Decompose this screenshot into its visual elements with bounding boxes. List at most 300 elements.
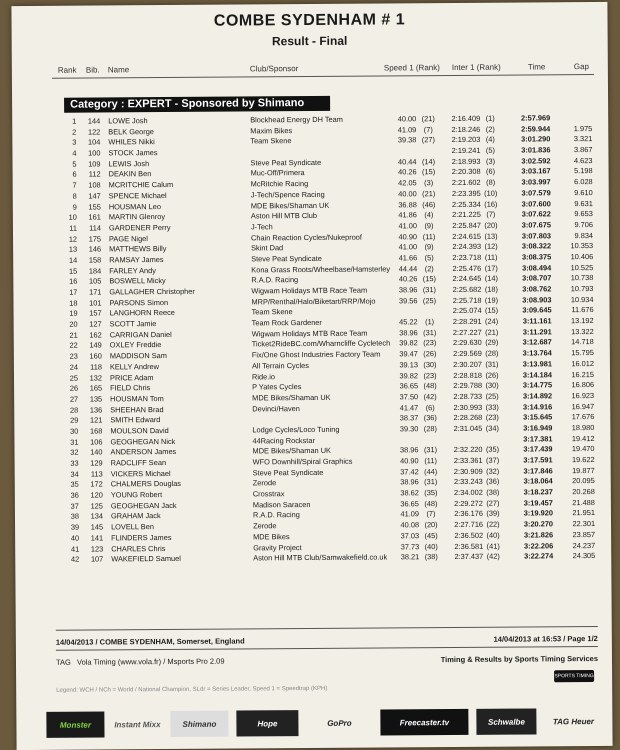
cell-club: Team Rock Gardener xyxy=(251,317,322,328)
cell-inter: 2:25.334 xyxy=(451,199,481,209)
cell-speed-rank: (2) xyxy=(424,263,434,273)
cell-name: STOCK James xyxy=(108,148,158,158)
cell-inter-rank: (35) xyxy=(485,445,500,455)
cell-rank: 38 xyxy=(70,512,80,522)
cell-rank: 26 xyxy=(69,383,79,393)
cell-rank: 34 xyxy=(70,469,79,479)
cell-gap: 19.412 xyxy=(571,433,595,443)
cell-speed-rank: (31) xyxy=(422,285,437,295)
cell-speed-rank: (6) xyxy=(425,402,435,412)
cell-time: 3:17.846 xyxy=(523,466,553,476)
cell-speed: 37.03 xyxy=(400,531,420,541)
col-header-rank: Rank xyxy=(57,65,77,75)
footer-legend: Legend: WCH / NCh = World / National Champion, SLdr = Series Leader, Speed 1 = Speedtrap (KPH) xyxy=(56,685,328,694)
cell-inter-rank: (20) xyxy=(484,220,498,230)
cell-inter-rank: (11) xyxy=(484,252,498,262)
cell-gap: 21.488 xyxy=(572,497,595,507)
cell-inter-rank: (15) xyxy=(484,306,499,316)
cell-bib: 134 xyxy=(90,511,104,521)
cell-club: Crosstrax xyxy=(252,489,285,499)
cell-inter-rank: (23) xyxy=(485,412,499,423)
cell-name: DEAKIN Ben xyxy=(108,169,152,179)
cell-time: 3:22.274 xyxy=(524,551,554,561)
cell-bib: 132 xyxy=(89,372,103,383)
cell-inter-rank: (24) xyxy=(485,316,499,326)
sponsor-logo-shimano: Shimano xyxy=(170,711,228,737)
cell-inter: 2:30.993 xyxy=(453,402,483,412)
cell-time: 2:57.969 xyxy=(520,113,551,123)
cell-club: Maxim Bikes xyxy=(250,125,293,136)
cell-rank: 19 xyxy=(69,309,78,319)
cell-club: P Yates Cycles xyxy=(252,382,302,392)
sponsor-logo-schwalbe: Schwalbe xyxy=(476,708,536,734)
cell-inter: 2:29.630 xyxy=(452,338,482,348)
cell-speed-rank: (9) xyxy=(424,221,434,231)
cell-speed: 41.09 xyxy=(397,124,417,135)
cell-name: MARTIN Glenroy xyxy=(108,212,166,222)
cell-inter: 2:20.308 xyxy=(451,167,481,177)
cell-club: McRitchie Racing xyxy=(250,179,309,189)
cell-inter-rank: (36) xyxy=(486,477,500,487)
cell-time: 3:14.775 xyxy=(522,380,553,390)
cell-gap: 13.322 xyxy=(571,326,594,336)
cell-club: Madison Saracen xyxy=(252,499,311,510)
cell-speed: 40.00 xyxy=(397,114,417,124)
cell-bib: 106 xyxy=(90,437,103,447)
cell-speed: 36.88 xyxy=(398,199,417,209)
cell-bib: 147 xyxy=(88,191,101,201)
cell-gap: 24.237 xyxy=(572,540,596,550)
cell-rank: 32 xyxy=(70,447,79,458)
cell-name: RADCLIFF Sean xyxy=(110,458,167,468)
cell-inter-rank: (30) xyxy=(485,380,499,390)
cell-rank: 41 xyxy=(70,544,80,554)
cell-inter: 2:25.682 xyxy=(452,284,482,295)
cell-bib: 145 xyxy=(90,522,104,532)
cell-name: GRAHAM Jack xyxy=(110,511,161,521)
cell-name: SPENCE Michael xyxy=(108,190,167,201)
cell-gap: 10.793 xyxy=(570,284,594,294)
cell-name: WHILES Nikki xyxy=(108,137,155,147)
cell-gap: 24.305 xyxy=(572,551,596,561)
cell-inter: 2:27.227 xyxy=(452,327,482,337)
col-header-club: Club/Sponsor xyxy=(249,64,299,74)
cell-rank: 10 xyxy=(68,212,77,222)
cell-rank: 1 xyxy=(72,116,77,126)
cell-inter: 2:33.243 xyxy=(453,477,483,487)
cell-gap: 9.653 xyxy=(574,209,593,219)
cell-name: LANGHORN Reece xyxy=(109,308,175,318)
cell-speed: 40.08 xyxy=(400,520,420,530)
cell-speed-rank: (5) xyxy=(424,253,434,263)
cell-bib: 155 xyxy=(88,201,101,212)
cell-inter: 2:21.225 xyxy=(452,210,481,220)
cell-inter: 2:28.733 xyxy=(453,391,483,401)
cell-rank: 18 xyxy=(69,298,78,308)
cell-club: Gravity Project xyxy=(253,542,302,552)
cell-bib: 112 xyxy=(88,169,101,179)
cell-time: 3:08.707 xyxy=(522,273,552,283)
cell-name: BOSWELL Micky xyxy=(109,276,166,286)
cell-rank: 12 xyxy=(68,234,78,244)
cell-speed: 41.86 xyxy=(398,210,417,220)
cell-speed-rank: (25) xyxy=(422,295,437,305)
cell-inter: 2:25.718 xyxy=(452,295,482,305)
cell-gap: 10.738 xyxy=(570,273,594,283)
cell-bib: 109 xyxy=(88,159,101,169)
cell-speed: 41.00 xyxy=(398,242,418,252)
cell-inter: 2:16.409 xyxy=(451,113,481,124)
cell-inter: 2:32.220 xyxy=(453,445,483,455)
cell-speed-rank: (38) xyxy=(424,552,438,562)
cell-speed: 40.00 xyxy=(398,189,417,199)
cell-inter-rank: (25) xyxy=(485,391,499,401)
cell-inter-rank: (19) xyxy=(484,295,499,305)
cell-name: BELK George xyxy=(108,126,154,137)
cell-inter-rank: (41) xyxy=(486,541,500,551)
cell-speed: 41.47 xyxy=(399,402,419,412)
cell-inter: 2:31.045 xyxy=(453,423,483,433)
cell-inter-rank: (27) xyxy=(486,498,500,508)
cell-rank: 42 xyxy=(71,554,80,564)
cell-name: KELLY Andrew xyxy=(109,361,159,372)
cell-club: Devinci/Haven xyxy=(252,403,300,413)
cell-rank: 6 xyxy=(72,170,77,180)
cell-time: 3:15.645 xyxy=(523,412,553,422)
cell-rank: 21 xyxy=(69,330,78,340)
cell-club: MRP/Renthal/Halo/Biketart/RRP/Mojo xyxy=(251,296,376,307)
cell-gap: 19.877 xyxy=(572,465,595,475)
cell-gap: 1.975 xyxy=(573,123,593,133)
cell-gap: 3.867 xyxy=(573,145,593,155)
cell-speed-rank: (11) xyxy=(424,456,437,466)
cell-speed-rank: (20) xyxy=(424,520,438,530)
cell-time: 3:13.981 xyxy=(522,359,552,369)
cell-gap: 16.215 xyxy=(571,369,595,379)
cell-inter: 2:23.395 xyxy=(451,188,481,198)
cell-time: 3:14.916 xyxy=(522,401,553,412)
cell-time: 3:02.592 xyxy=(521,156,551,166)
cell-rank: 39 xyxy=(70,522,80,532)
cell-bib: 171 xyxy=(89,287,102,297)
cell-club: Team Skene xyxy=(251,307,293,317)
cell-speed-rank: (28) xyxy=(423,424,437,434)
cell-name: FLINDERS James xyxy=(111,532,172,543)
cell-inter-rank: (40) xyxy=(486,530,500,540)
sports-timing-logo: SPORTS TIMING xyxy=(554,670,594,682)
cell-inter-rank: (22) xyxy=(486,519,500,529)
cell-bib: 157 xyxy=(89,308,102,318)
cell-club: All Terrain Cycles xyxy=(251,360,309,371)
cell-gap: 9.706 xyxy=(574,219,593,230)
tag-heuer-icon: TAG xyxy=(55,657,71,667)
cell-gap: 5.198 xyxy=(574,166,593,176)
cell-inter: 2:25.847 xyxy=(452,220,481,230)
cell-inter-rank: (39) xyxy=(486,509,500,519)
cell-name: YOUNG Robert xyxy=(110,490,163,500)
cell-inter-rank: (29) xyxy=(485,338,499,348)
cell-rank: 9 xyxy=(72,202,77,212)
footer-event: 14/04/2013 / COMBE SYDENHAM, Somerset, England xyxy=(55,636,245,647)
cell-speed: 45.22 xyxy=(399,317,418,327)
cell-speed: 36.65 xyxy=(400,499,419,509)
cell-inter: 2:23.718 xyxy=(452,252,482,262)
cell-gap: 4.623 xyxy=(573,155,593,165)
cell-name: GARDENER Perry xyxy=(108,222,171,233)
cell-gap: 19.470 xyxy=(571,444,595,454)
cell-bib: 165 xyxy=(89,383,103,393)
cell-speed-rank: (11) xyxy=(422,231,436,241)
cell-speed-rank: (30) xyxy=(423,359,437,370)
cell-bib: 114 xyxy=(89,223,101,233)
cell-time: 3:20.270 xyxy=(523,519,554,529)
cell-rank: 5 xyxy=(72,159,77,169)
footer-divider xyxy=(56,626,598,631)
cell-club: MDE Bikes/Shaman UK xyxy=(252,446,332,456)
cell-gap: 6.028 xyxy=(574,177,593,187)
footer-timing-software: Vola Timing (www.vola.fr) / Msports Pro 2.09 xyxy=(76,656,225,667)
cell-time: 3:08.903 xyxy=(522,295,552,305)
cell-time: 2:59.944 xyxy=(521,124,551,134)
cell-speed-rank: (35) xyxy=(424,488,438,498)
cell-speed: 39.13 xyxy=(399,360,418,370)
cell-name: LOWE Josh xyxy=(108,116,148,126)
cell-time: 3:01.290 xyxy=(521,134,551,144)
cell-bib: 184 xyxy=(88,266,102,276)
cell-inter-rank: (12) xyxy=(484,241,498,252)
cell-speed: 38.96 xyxy=(399,445,419,455)
cell-club: Ride.io xyxy=(251,371,276,381)
cell-inter: 2:37.437 xyxy=(454,551,484,562)
cell-club: J-Tech/Spence Racing xyxy=(250,189,325,200)
cell-speed-rank: (27) xyxy=(421,135,435,145)
cell-speed-rank: (1) xyxy=(425,317,435,327)
cell-time: 3:07.675 xyxy=(521,220,551,230)
cell-bib: 108 xyxy=(88,180,101,190)
cell-speed: 39.47 xyxy=(399,349,418,359)
cell-name: PARSONS Simon xyxy=(109,297,169,308)
cell-rank: 33 xyxy=(70,458,79,468)
cell-name: LOVELL Ben xyxy=(111,522,154,532)
cell-time: 3:13.764 xyxy=(522,348,552,358)
cell-name: ANDERSON James xyxy=(110,447,177,457)
cell-bib: 135 xyxy=(89,394,103,404)
cell-club: Team Skene xyxy=(250,136,292,146)
cell-inter-rank: (14) xyxy=(484,274,498,284)
cell-bib: 161 xyxy=(88,212,101,222)
cell-name: RAMSAY James xyxy=(109,254,164,265)
cell-bib: 104 xyxy=(87,137,101,147)
cell-club: Aston Hill MTB Club/Samwakefield.co.uk xyxy=(253,552,388,563)
cell-inter-rank: (8) xyxy=(486,177,496,187)
cell-club: WFO Downhill/Spiral Graphics xyxy=(252,456,353,467)
sponsor-logo-instant-mixx: Instant Mixx xyxy=(114,719,161,729)
cell-rank: 13 xyxy=(68,244,78,254)
cell-gap: 10.525 xyxy=(570,262,594,272)
cell-speed-rank: (14) xyxy=(421,156,436,166)
cell-name: SHEEHAN Brad xyxy=(110,404,164,414)
cell-name: MATTHEWS Billy xyxy=(109,244,167,254)
cell-bib: 136 xyxy=(89,405,103,415)
cell-rank: 8 xyxy=(72,191,77,201)
cell-rank: 35 xyxy=(70,480,79,490)
cell-inter-rank: (7) xyxy=(486,209,496,219)
cell-inter: 2:21.602 xyxy=(451,177,481,188)
cell-speed: 40.90 xyxy=(398,231,418,241)
cell-time: 3:07.622 xyxy=(521,209,551,219)
cell-inter-rank: (4) xyxy=(485,135,495,145)
cell-time: 3:07.803 xyxy=(521,230,552,241)
cell-speed-rank: (21) xyxy=(422,188,436,199)
cell-inter: 2:18.246 xyxy=(451,124,481,134)
cell-speed-rank: (36) xyxy=(423,413,437,423)
cell-speed-rank: (3) xyxy=(424,178,434,188)
cell-club: Steve Peat Syndicate xyxy=(250,157,322,168)
cell-rank: 20 xyxy=(69,319,78,329)
cell-bib: 100 xyxy=(88,148,101,158)
cell-rank: 17 xyxy=(69,287,78,297)
cell-club: Ticket2RideBC.com/Wharncliffe Cycletech xyxy=(251,338,391,349)
cell-inter-rank: (28) xyxy=(485,348,499,358)
cell-rank: 30 xyxy=(70,426,79,436)
cell-bib: 121 xyxy=(89,415,103,425)
cell-inter: 2:27.716 xyxy=(454,519,484,530)
page-title: COMBE SYDENHAM # 1 xyxy=(213,11,406,30)
cell-time: 3:08.322 xyxy=(521,241,552,251)
col-header-name: Name xyxy=(107,65,130,75)
cell-speed: 39.30 xyxy=(399,424,419,434)
cell-inter: 2:36.502 xyxy=(454,530,484,540)
cell-gap: 15.795 xyxy=(571,348,594,358)
cell-rank: 22 xyxy=(69,341,78,351)
cell-bib: 175 xyxy=(88,234,102,244)
cell-inter-rank: (3) xyxy=(485,156,496,166)
cell-time: 3:19.920 xyxy=(523,508,553,518)
cell-rank: 11 xyxy=(69,223,77,233)
cell-time: 3:14.184 xyxy=(522,369,553,380)
cell-gap: 11.676 xyxy=(571,305,594,315)
page-subtitle: Result - Final xyxy=(271,33,348,49)
cell-inter-rank: (32) xyxy=(486,466,500,476)
cell-inter: 2:29.788 xyxy=(453,381,483,391)
cell-gap: 20.095 xyxy=(572,476,595,486)
cell-rank: 31 xyxy=(70,437,79,447)
cell-time: 3:17.591 xyxy=(523,455,553,465)
cell-bib: 160 xyxy=(89,351,102,361)
cell-gap: 16.947 xyxy=(571,401,595,411)
sponsor-logo-hope: Hope xyxy=(236,710,298,736)
cell-time: 3:19.457 xyxy=(523,498,553,508)
cell-inter-rank: (2) xyxy=(485,124,495,134)
cell-club: Zerode xyxy=(252,478,277,488)
cell-inter: 2:34.002 xyxy=(454,487,483,498)
cell-inter-rank: (21) xyxy=(485,327,499,337)
cell-time: 3:21.826 xyxy=(523,530,554,540)
cell-name: HOUSMAN Tom xyxy=(110,393,164,404)
sponsor-logo-monster: Monster xyxy=(46,711,104,737)
footer-timing xyxy=(56,657,225,667)
cell-rank: 2 xyxy=(72,127,77,137)
cell-inter-rank: (42) xyxy=(486,551,500,561)
cell-bib: 129 xyxy=(90,458,103,468)
cell-name: GEOGHEGAN Jack xyxy=(110,500,177,511)
cell-bib: 162 xyxy=(89,330,102,340)
cell-time: 3:14.892 xyxy=(522,391,553,401)
cell-gap: 10.353 xyxy=(570,241,594,251)
cell-inter-rank: (17) xyxy=(484,263,498,273)
cell-speed-rank: (31) xyxy=(424,477,438,487)
cell-speed: 38.96 xyxy=(399,328,418,338)
cell-time: 3:17.439 xyxy=(523,444,553,454)
cell-gap: 14.718 xyxy=(571,337,594,347)
cell-time: 3:17.381 xyxy=(523,433,553,444)
cell-bib: 172 xyxy=(90,479,103,489)
cell-club: Muc-Off/Primera xyxy=(250,168,305,178)
cell-time: 3:18.237 xyxy=(523,487,553,497)
cell-rank: 14 xyxy=(68,255,78,265)
cell-gap: 23.857 xyxy=(572,529,596,539)
cell-club: MDE Bikes xyxy=(253,531,290,542)
cell-club: MDE Bikes/Shaman UK xyxy=(250,200,330,210)
cell-inter: 2:24.615 xyxy=(452,231,482,241)
cell-speed: 40.44 xyxy=(397,157,417,167)
cell-name: WAKEFIELD Samuel xyxy=(111,554,181,564)
cell-inter-rank: (16) xyxy=(484,199,498,209)
col-header-inter: Inter 1 (Rank) xyxy=(451,62,501,73)
cell-speed: 36.65 xyxy=(399,381,419,391)
cell-rank: 37 xyxy=(70,501,79,511)
cell-bib: 141 xyxy=(90,533,104,543)
cell-inter-rank: (34) xyxy=(485,423,499,433)
cell-rank: 4 xyxy=(72,148,77,158)
category-banner: Category : EXPERT - Sponsored by Shimano xyxy=(64,96,330,113)
col-header-time: Time xyxy=(527,62,546,72)
cell-time: 3:22.206 xyxy=(523,540,554,551)
cell-speed: 42.05 xyxy=(398,178,417,188)
cell-rank: 25 xyxy=(69,373,79,383)
cell-gap: 22.301 xyxy=(572,519,596,529)
col-header-speed: Speed 1 (Rank) xyxy=(383,63,440,73)
cell-name: SCOTT Jamie xyxy=(109,319,157,329)
cell-bib: 105 xyxy=(88,276,102,286)
cell-time: 3:12.687 xyxy=(522,337,552,347)
cell-speed: 40.26 xyxy=(398,167,417,177)
cell-bib: 140 xyxy=(90,447,103,457)
cell-speed: 38.37 xyxy=(399,413,419,423)
cell-name: LEWIS Josh xyxy=(108,158,150,169)
cell-gap: 9.834 xyxy=(574,230,594,240)
cell-club: Steve Peat Syndicate xyxy=(252,467,324,478)
cell-time: 3:11.291 xyxy=(522,327,552,337)
cell-inter: 2:28.291 xyxy=(452,316,482,327)
cell-name: PAGE Nigel xyxy=(109,233,148,243)
cell-inter: 2:19.241 xyxy=(451,145,481,156)
cell-club: 44Racing Rockstar xyxy=(252,435,315,446)
cell-rank: 40 xyxy=(70,533,80,543)
cell-inter-rank: (6) xyxy=(486,167,496,177)
cell-speed-rank: (31) xyxy=(423,445,438,455)
cell-club: Skint Dad xyxy=(251,243,284,253)
cell-inter: 2:29.272 xyxy=(454,498,483,508)
cell-bib: 144 xyxy=(87,116,101,126)
cell-name: CARRIGAN Daniel xyxy=(109,329,172,340)
cell-speed: 37.73 xyxy=(400,541,420,551)
cell-speed: 37.50 xyxy=(399,392,419,402)
cell-inter-rank: (38) xyxy=(486,487,500,497)
cell-speed-rank: (4) xyxy=(424,210,434,220)
cell-inter-rank: (37) xyxy=(485,455,500,465)
cell-speed: 41.09 xyxy=(400,509,419,519)
